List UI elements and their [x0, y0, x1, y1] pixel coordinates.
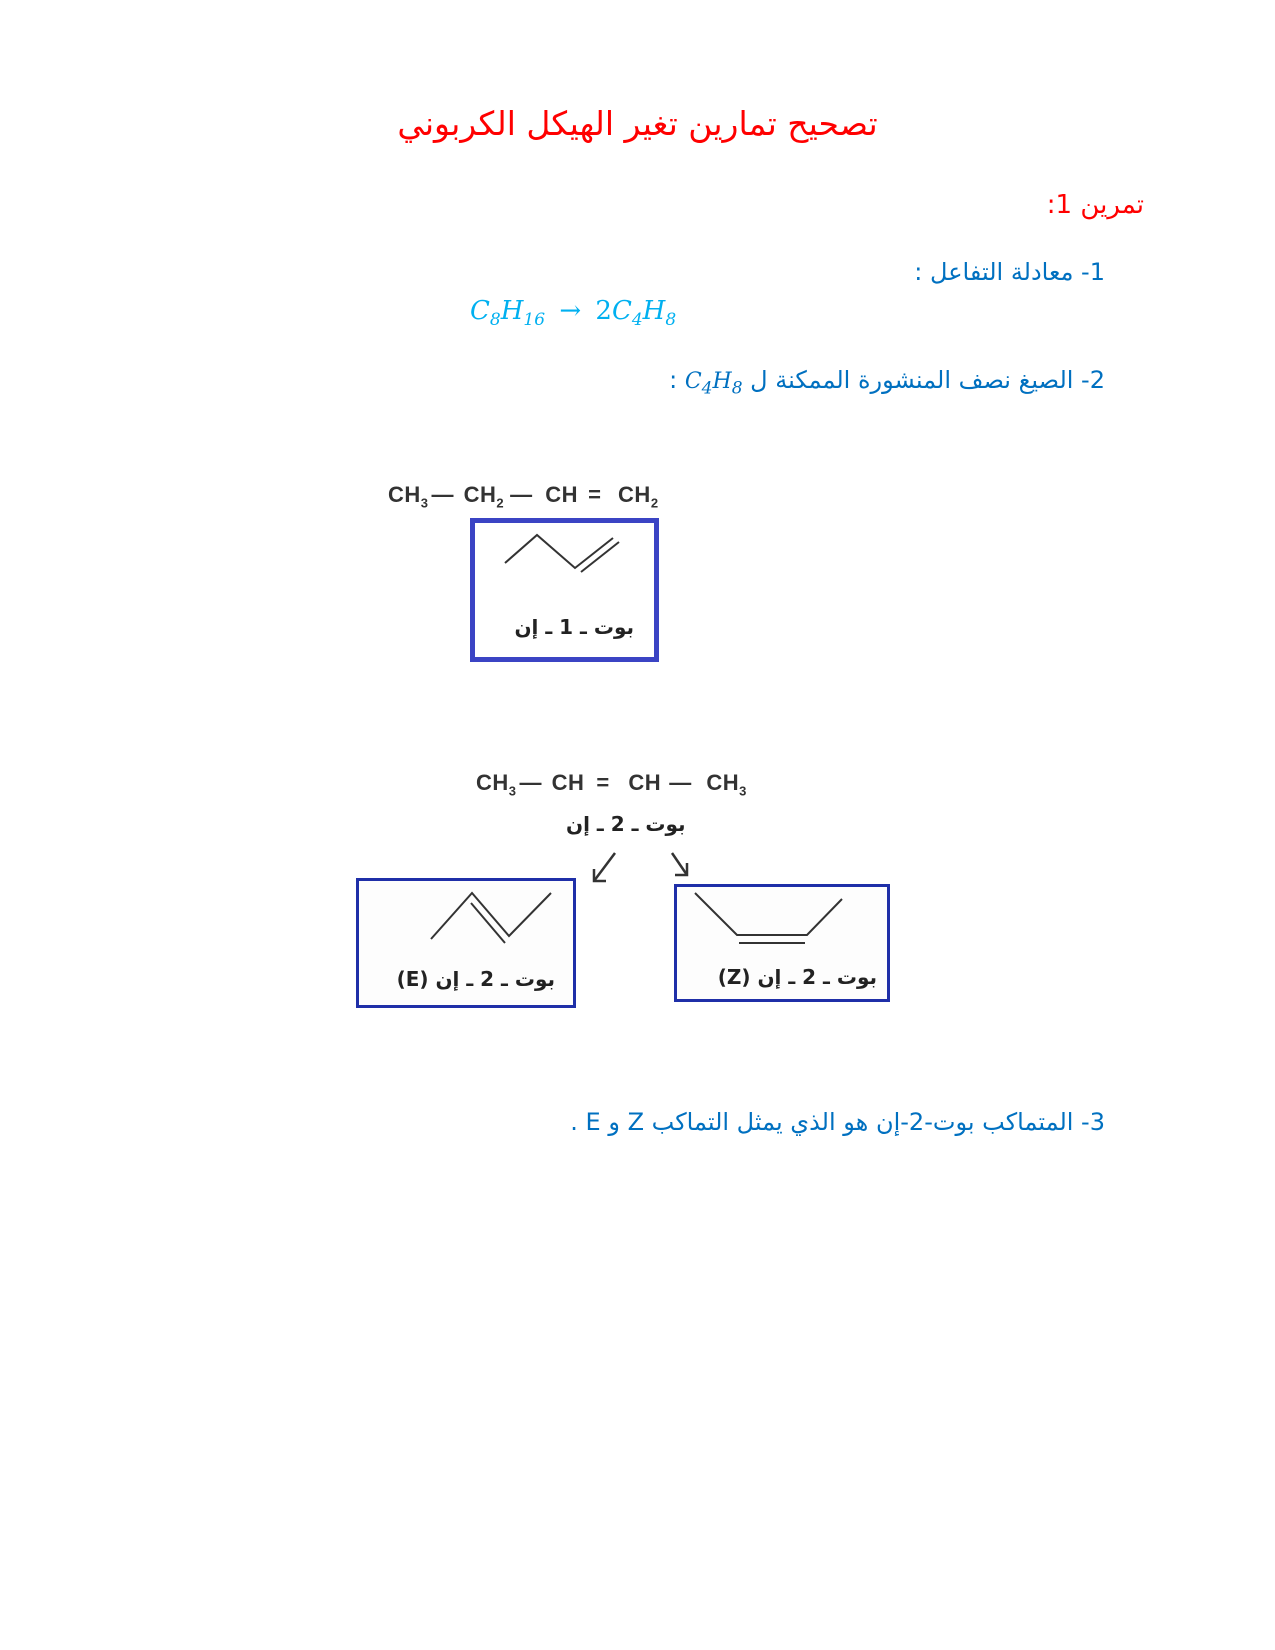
s1-group-3: CH — [545, 482, 579, 507]
eq-arrow: → — [559, 296, 582, 326]
eq-coef: 2 — [595, 296, 612, 326]
s2-group-4: CH — [706, 770, 740, 795]
s1-group-2-sub: 2 — [496, 495, 505, 511]
arrow-to-z — [672, 853, 687, 875]
e-isomer-box — [356, 878, 576, 1008]
question-3-label: 3- المتماكب بوت-2-إن هو الذي يمثل التماكب Z و E . — [570, 1108, 1105, 1136]
s1-bond-1: — — [431, 482, 455, 507]
e-isomer-caption: (E) بوت ـ 2 ـ إن — [396, 967, 555, 991]
z-isomer-caption: (Z) بوت ـ 2 ـ إن — [717, 965, 877, 989]
question-2-formula — [685, 366, 743, 398]
s2-bond-3: — — [669, 770, 692, 795]
q2-h: H — [712, 369, 732, 394]
s1-group-1-sub: 3 — [420, 495, 429, 511]
eq-h2-sub: 8 — [665, 310, 677, 331]
arrow-to-e — [594, 853, 615, 881]
s2-group-2: CH — [551, 770, 585, 795]
page-title: تصحيح تمارين تغير الهيكل الكربوني — [397, 104, 878, 143]
q2-h-sub: 8 — [731, 378, 743, 399]
s2-bond-1: — — [519, 770, 543, 795]
s2-bond-2: = — [596, 770, 610, 795]
question-2-text: 2- الصيغ نصف المنشورة الممكنة ل — [750, 366, 1105, 394]
s2-group-4-sub: 3 — [739, 783, 747, 799]
s2-group-1-sub: 3 — [508, 783, 517, 799]
z-isomer-box — [674, 884, 890, 1002]
but-1-ene-box — [470, 518, 659, 662]
eq-h1-sub: 16 — [523, 310, 546, 331]
but-1-ene-formula — [388, 482, 659, 510]
q2-c: C — [684, 369, 702, 394]
reaction-equation — [470, 296, 676, 330]
exercise-heading: تمرين 1: — [1046, 190, 1144, 220]
s2-group-3: CH — [628, 770, 662, 795]
question-2-colon: : — [669, 366, 678, 394]
s1-bond-3: = — [588, 482, 602, 507]
s1-group-4-sub: 2 — [650, 495, 659, 511]
s1-group-1: CH — [388, 482, 421, 507]
s1-group-4: CH — [618, 482, 651, 507]
s1-bond-2: — — [510, 482, 533, 507]
question-2-label — [669, 366, 1105, 398]
but-1-ene-caption: بوت ـ 1 ـ إن — [514, 615, 634, 639]
eq-c1-sub: 8 — [489, 310, 501, 331]
eq-c2: C — [611, 296, 632, 326]
eq-c2-sub: 4 — [631, 310, 643, 331]
but-2-ene-name: بوت ـ 2 ـ إن — [566, 812, 686, 836]
eq-c1: C — [470, 296, 490, 326]
z-isomer-skeletal — [677, 887, 887, 957]
but-1-ene-skeletal — [475, 523, 654, 593]
eq-h2: H — [642, 296, 666, 326]
question-1-label: 1- معادلة التفاعل : — [914, 258, 1105, 286]
q2-c-sub: 4 — [701, 378, 713, 399]
eq-h1: H — [500, 296, 524, 326]
s1-group-2: CH — [463, 482, 497, 507]
e-isomer-skeletal — [359, 881, 573, 956]
but-2-ene-formula — [476, 770, 747, 798]
s2-group-1: CH — [476, 770, 509, 795]
